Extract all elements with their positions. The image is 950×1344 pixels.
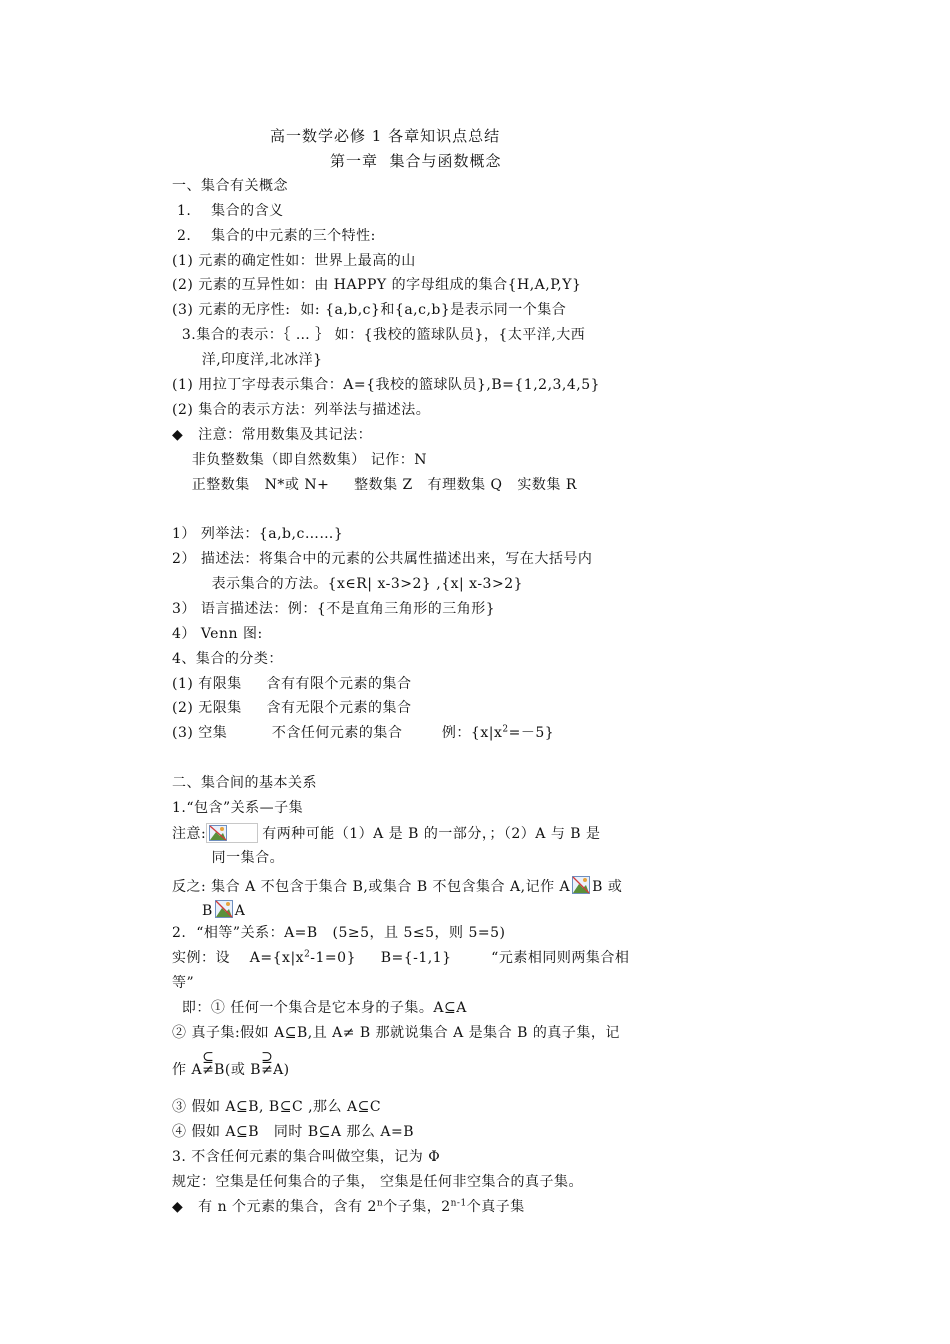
text-part: 实例：设 A={x|x bbox=[172, 950, 305, 966]
text-line: (1) 有限集 含有有限个元素的集合 bbox=[172, 676, 412, 692]
text-line: 非负整数集（即自然数集） 记作：N bbox=[172, 452, 428, 468]
text-part: =－5} bbox=[508, 725, 555, 741]
proper-subset-symbol bbox=[202, 1050, 215, 1080]
text-part: 作 A bbox=[172, 1062, 203, 1078]
superscript: n-1 bbox=[450, 1198, 467, 1209]
subset-top: ⊆ bbox=[202, 1050, 215, 1066]
text-line: (1) 用拉丁字母表示集合：A={我校的篮球队员},B={1,2,3,4,5} bbox=[172, 377, 601, 393]
text-part: ◆ 有 n 个元素的集合，含有 2 bbox=[172, 1199, 377, 1215]
text-part: 个真子集 bbox=[466, 1199, 525, 1215]
text-line: 2） 描述法：将集合中的元素的公共属性描述出来，写在大括号内 bbox=[172, 551, 593, 567]
text-line: ④ 假如 A⊆B 同时 B⊆A 那么 A=B bbox=[172, 1124, 414, 1140]
text-line bbox=[172, 823, 601, 844]
broken-image-icon bbox=[572, 876, 590, 894]
text-part: A) bbox=[273, 1062, 290, 1078]
text-part: -1=0} B={-1,1} “元素相同则两集合相 bbox=[310, 950, 630, 966]
text-line: 洋,印度洋,北冰洋} bbox=[172, 352, 323, 368]
text-line: 规定：空集是任何集合的子集， 空集是任何非空集合的真子集。 bbox=[172, 1174, 583, 1190]
doc-title: 高一数学必修 1 各章知识点总结 bbox=[270, 127, 501, 145]
text-line: 同一集合。 bbox=[172, 850, 285, 866]
text-part: B bbox=[202, 903, 213, 919]
superset-top: ⊇ bbox=[261, 1050, 274, 1066]
text-line: 3. 不含任何元素的集合叫做空集，记为 Φ bbox=[172, 1149, 441, 1165]
text-line: 等” bbox=[172, 975, 195, 991]
text-part: (3) 空集 不含任何元素的集合 例：{x|x bbox=[172, 725, 503, 741]
text-line: ③ 假如 A⊆B, B⊆C ,那么 A⊆C bbox=[172, 1099, 382, 1115]
text-part: 个子集，2 bbox=[383, 1199, 451, 1215]
broken-image-icon bbox=[206, 823, 258, 843]
text-part: B(或 B bbox=[214, 1062, 262, 1078]
section2-heading: 二、集合间的基本关系 bbox=[172, 775, 317, 791]
not-equal-bottom: ≠ bbox=[202, 1062, 215, 1078]
text-line: (1) 元素的确定性如：世界上最高的山 bbox=[172, 253, 416, 269]
broken-image-icon bbox=[215, 900, 233, 918]
text-line: 2. 集合的中元素的三个特性: bbox=[172, 228, 376, 244]
text-line: 3） 语言描述法：例：{不是直角三角形的三角形} bbox=[172, 601, 496, 617]
text-line: 3.集合的表示：｛ … ｝ 如：{我校的篮球队员}，{太平洋,大西 bbox=[172, 327, 586, 343]
proper-superset-symbol bbox=[261, 1050, 274, 1080]
section1-heading: 一、集合有关概念 bbox=[172, 178, 288, 194]
text-line: (2) 元素的互异性如：由 HAPPY 的字母组成的集合{H,A,P,Y} bbox=[172, 277, 582, 293]
superscript: 2 bbox=[502, 724, 509, 735]
text-line: 4、集合的分类： bbox=[172, 651, 283, 667]
superscript: 2 bbox=[304, 949, 311, 960]
text-part: 注意: bbox=[172, 826, 207, 842]
text-part: 有两种可能（1）A 是 B 的一部分，；（2）A 与 B 是 bbox=[262, 826, 601, 842]
text-line: (3) 元素的无序性: 如: {a,b,c}和{a,c,b}是表示同一个集合 bbox=[172, 302, 567, 318]
text-line bbox=[202, 900, 245, 921]
text-line bbox=[172, 723, 554, 743]
text-part: A bbox=[234, 903, 246, 919]
text-line bbox=[172, 948, 629, 968]
not-equal-bottom: ≠ bbox=[261, 1062, 274, 1078]
text-line: 1. 集合的含义 bbox=[172, 203, 284, 219]
text-line: 即：① 任何一个集合是它本身的子集。A⊆A bbox=[172, 1000, 467, 1016]
text-line bbox=[172, 876, 622, 897]
superscript: n bbox=[376, 1198, 384, 1209]
text-part: B 或 bbox=[592, 879, 623, 895]
text-line: ② 真子集:假如 A⊆B,且 A≠ B 那就说集合 A 是集合 B 的真子集，记 bbox=[172, 1025, 620, 1041]
text-line: 正整数集 N*或 N+ 整数集 Z 有理数集 Q 实数集 R bbox=[172, 477, 577, 493]
chapter-title: 第一章 集合与函数概念 bbox=[330, 152, 502, 170]
text-line: 1.“包含”关系—子集 bbox=[172, 800, 304, 816]
text-line: (2) 无限集 含有无限个元素的集合 bbox=[172, 700, 412, 716]
text-line: 2. “相等”关系：A=B (5≥5，且 5≤5，则 5=5) bbox=[172, 925, 506, 941]
text-line bbox=[172, 1050, 290, 1080]
note-line bbox=[172, 1197, 525, 1217]
text-line: 1） 列举法：{a,b,c……} bbox=[172, 526, 344, 542]
text-part: 反之: 集合 A 不包含于集合 B,或集合 B 不包含集合 A,记作 A bbox=[172, 879, 571, 895]
text-line: (2) 集合的表示方法：列举法与描述法。 bbox=[172, 402, 431, 418]
text-line: 表示集合的方法。{x∈R| x-3>2} ,{x| x-3>2} bbox=[172, 576, 524, 592]
note-line: ◆ 注意：常用数集及其记法： bbox=[172, 427, 373, 443]
text-line: 4） Venn 图: bbox=[172, 626, 263, 642]
